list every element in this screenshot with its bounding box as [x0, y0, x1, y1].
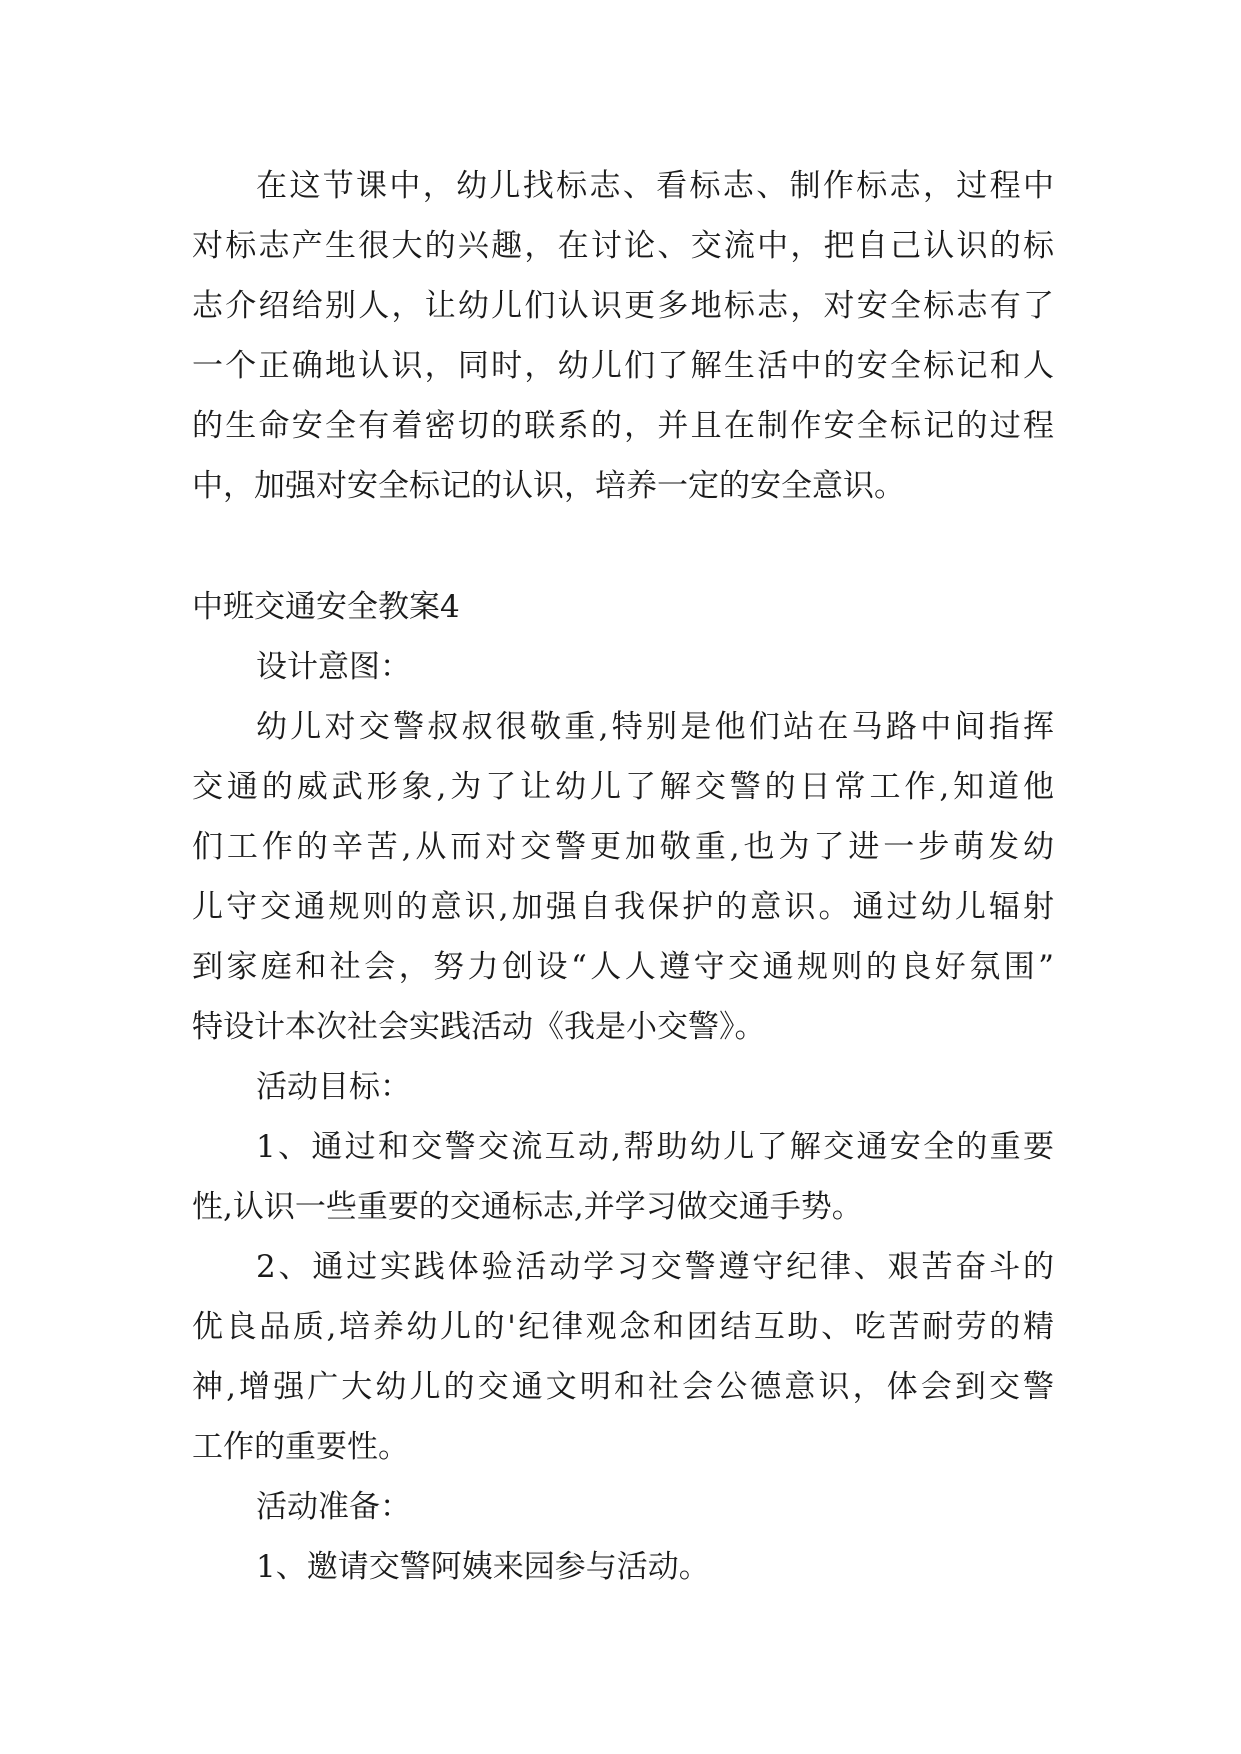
paragraph-line: 的生命安全有着密切的联系的，并且在制作安全标记的过程 — [192, 408, 1054, 444]
paragraph-line: 交通的威武形象,为了让幼儿了解交警的日常工作,知道他 — [192, 769, 1054, 805]
list-item-line: 性,认识一些重要的交通标志,并学习做交通手势。 — [192, 1189, 863, 1225]
paragraph-line: 志介绍给别人，让幼儿们认识更多地标志，对安全标志有了 — [192, 288, 1054, 324]
paragraph-line: 们工作的辛苦,从而对交警更加敬重,也为了进一步萌发幼 — [192, 829, 1054, 865]
list-item-line: 优良品质,培养幼儿的'纪律观念和团结互助、吃苦耐劳的精 — [192, 1309, 1054, 1345]
paragraph-line: 儿守交通规则的意识,加强自我保护的意识。通过幼儿辐射 — [192, 889, 1054, 925]
paragraph-line: 特设计本次社会实践活动《我是小交警》。 — [192, 1009, 766, 1045]
list-item-line: 工作的重要性。 — [192, 1429, 409, 1465]
list-item-line: 神,增强广大幼儿的交通文明和社会公德意识，体会到交警 — [192, 1369, 1054, 1405]
list-item-line: 1、邀请交警阿姨来园参与活动。 — [256, 1549, 710, 1585]
list-item-line: 2、通过实践体验活动学习交警遵守纪律、艰苦奋斗的 — [256, 1249, 1054, 1285]
section-subheading: 活动目标： — [256, 1069, 411, 1105]
list-item-line: 1、通过和交警交流互动,帮助幼儿了解交通安全的重要 — [256, 1129, 1054, 1165]
paragraph-line: 中，加强对安全标记的认识，培养一定的安全意识。 — [192, 468, 905, 504]
paragraph-line: 到家庭和社会，努力创设“人人遵守交通规则的良好氛围” — [192, 949, 1054, 985]
section-subheading: 活动准备： — [256, 1489, 411, 1525]
paragraph-line: 幼儿对交警叔叔很敬重,特别是他们站在马路中间指挥 — [256, 709, 1054, 745]
section-title: 中班交通安全教案4 — [192, 589, 460, 625]
paragraph-line: 对标志产生很大的兴趣，在讨论、交流中，把自己认识的标 — [192, 228, 1054, 264]
section-subheading: 设计意图： — [256, 649, 411, 685]
paragraph-line: 在这节课中，幼儿找标志、看标志、制作标志，过程中 — [256, 168, 1054, 204]
paragraph-line: 一个正确地认识，同时，幼儿们了解生活中的安全标记和人 — [192, 348, 1054, 384]
